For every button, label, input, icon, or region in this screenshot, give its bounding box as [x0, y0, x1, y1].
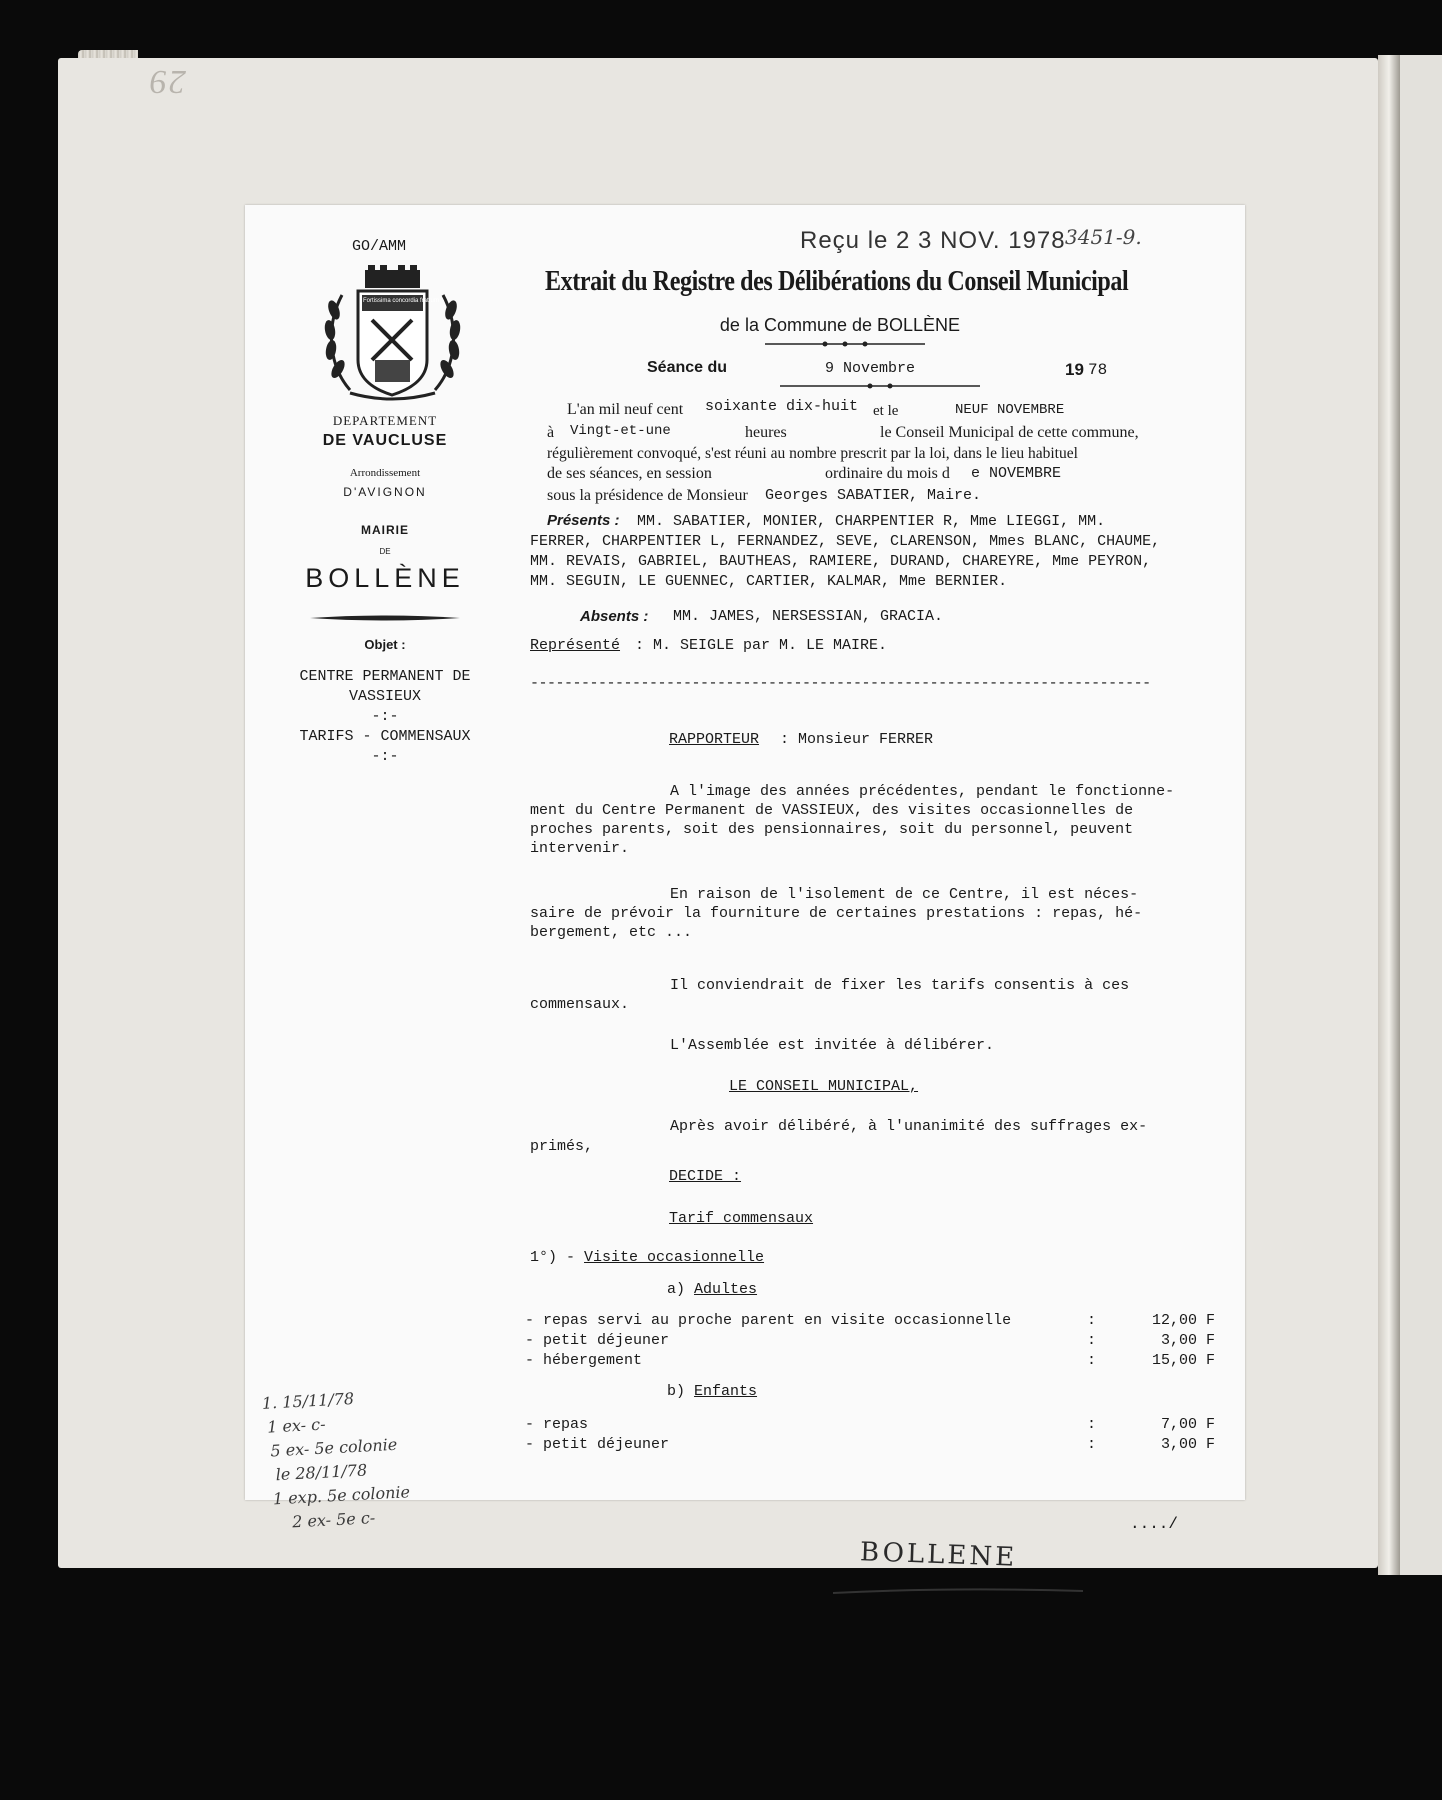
de-label: DE [379, 547, 391, 556]
book-gutter [1378, 55, 1400, 1575]
paragraph-line: A l'image des années précédentes, pendant le fonctionne- [670, 783, 1175, 800]
rapporteur-name: : Monsieur FERRER [780, 731, 934, 748]
tariff-price: 12,00 F [1151, 1312, 1215, 1329]
adults-table [525, 1311, 1215, 1371]
tariff-price: 3,00 F [1160, 1436, 1215, 1453]
intro-2a: à [547, 424, 555, 441]
objet-line: -:- [371, 708, 399, 725]
year-suffix: 78 [1088, 361, 1108, 379]
handwritten-line: 1. 15/11/78 [261, 1389, 355, 1413]
paragraph-line: commensaux. [530, 996, 630, 1013]
paragraph-3 [530, 976, 1129, 1014]
children-table [525, 1415, 1215, 1455]
arrondissement: D'AVIGNON [343, 485, 427, 499]
presents-line: FERRER, CHARPENTIER L, FERNANDEZ, SEVE, CLARENSON, Mmes BLANC, CHAUME, [530, 533, 1161, 550]
presents-line: MM. SABATIER, MONIER, CHARPENTIER R, Mme LIEGGI, MM. [637, 513, 1106, 530]
paragraph-line: intervenir. [530, 840, 630, 857]
represente-text: : M. SEIGLE par M. LE MAIRE. [635, 637, 888, 654]
presents-label: Présents : [547, 512, 620, 529]
tariff-label: - repas [525, 1416, 589, 1433]
intro-4c: e NOVEMBRE [971, 465, 1062, 482]
tariff-label: - hébergement [525, 1352, 643, 1369]
objet-line: VASSIEUX [348, 688, 421, 705]
deliberation-sheet [245, 205, 1245, 1573]
paragraph-4: L'Assemblée est invitée à délibérer. [670, 1037, 995, 1054]
handwritten-town: BOLLENE [859, 1537, 1018, 1573]
decide-heading: DECIDE : [669, 1168, 742, 1185]
handwritten-notes [261, 1384, 411, 1535]
title-divider [765, 341, 925, 347]
tariff-row [525, 1415, 1215, 1435]
seance-date: 9 Novembre [825, 360, 916, 377]
absents-label: Absents : [580, 608, 649, 625]
rapporteur-label: RAPPORTEUR [669, 731, 760, 748]
town-name: BOLLÈNE [305, 563, 465, 593]
intro-1d: NEUF NOVEMBRE [955, 402, 1065, 418]
tariff-colon: : [1087, 1416, 1097, 1433]
facing-page [1400, 55, 1442, 1575]
tariff-label: - petit déjeuner [525, 1436, 670, 1453]
paragraph-line: primés, [530, 1138, 594, 1155]
tariff-row [525, 1435, 1215, 1455]
intro-2d: le Conseil Municipal de cette commune, [880, 424, 1139, 441]
seance-label: Séance du [647, 359, 728, 376]
paragraph-line: Après avoir délibéré, à l'unanimité des suffrages ex- [670, 1118, 1148, 1135]
intro-4a: de ses séances, en session [547, 465, 712, 482]
objet-line: TARIFS - COMMENSAUX [299, 728, 471, 745]
paragraph-line: Il conviendrait de fixer les tarifs consentis à ces [670, 977, 1130, 994]
intro-4b: ordinaire du mois d [825, 465, 950, 482]
mairie-label: MAIRIE [361, 523, 409, 537]
paragraph-1 [530, 782, 1174, 858]
tariff-row [525, 1331, 1215, 1351]
tariff-price: 7,00 F [1160, 1416, 1215, 1433]
tariff-colon: : [1087, 1312, 1097, 1329]
paragraph-line: ment du Centre Permanent de VASSIEUX, des visites occasionnelles de [530, 802, 1134, 819]
date-divider [780, 383, 980, 389]
departement-label: DEPARTEMENT [332, 413, 438, 428]
intro-2b: Vingt-et-une [570, 423, 671, 439]
tariff-colon: : [1087, 1436, 1097, 1453]
section-title: Visite occasionnelle [584, 1249, 765, 1266]
handwritten-line: le 28/11/78 [275, 1460, 368, 1485]
conseil-heading: LE CONSEIL MUNICIPAL, [729, 1078, 919, 1095]
paragraph-line: En raison de l'isolement de ce Centre, il est néces- [670, 886, 1139, 903]
objet-line: CENTRE PERMANENT DE [299, 668, 471, 685]
handwritten-line: 1 exp. 5e colonie [272, 1482, 411, 1509]
tariff-price: 15,00 F [1151, 1352, 1215, 1369]
intro-1b: soixante dix-huit [705, 398, 859, 415]
objet-block [260, 667, 510, 767]
intro-3: régulièrement convoqué, s'est réuni au nombre prescrit par la loi, dans le lieu habituel [547, 445, 1078, 462]
section-number: 1°) - [530, 1249, 585, 1266]
intro-5a: sous la présidence de Monsieur [547, 487, 748, 504]
intro-2c: heures [745, 424, 787, 441]
tariff-label: - petit déjeuner [525, 1332, 670, 1349]
year-prefix: 19 [1065, 360, 1084, 379]
reference-code: GO/AMM [352, 238, 407, 255]
tariff-row [525, 1311, 1215, 1331]
adults-prefix: a) [667, 1281, 695, 1298]
tariff-colon: : [1087, 1332, 1097, 1349]
intro-1c: et le [873, 403, 899, 419]
handwritten-line: 2 ex- 5e c- [291, 1508, 376, 1532]
presents-line: MM. REVAIS, GABRIEL, BAUTHEAS, RAMIERE, DURAND, CHAREYRE, Mme PEYRON, [530, 553, 1152, 570]
handwritten-line: 1 ex- c- [266, 1414, 326, 1437]
separator-line: ------------------------------------------------------------------------- [530, 675, 1151, 692]
arrondissement-label: Arrondissement [349, 467, 421, 479]
tariff-colon: : [1087, 1352, 1097, 1369]
intro-1a: L'an mil neuf cent [567, 401, 684, 418]
children-label: Enfants [694, 1383, 758, 1400]
ornament-divider [310, 613, 460, 623]
paragraph-line: saire de prévoir la fourniture de certaines prestations : repas, hé- [530, 905, 1143, 922]
paragraph-line: bergement, etc ... [530, 924, 693, 941]
page-number: 29 [148, 63, 186, 100]
objet-label: Objet : [364, 637, 406, 652]
handwritten-line: 5 ex- 5e colonie [269, 1434, 398, 1461]
children-heading [667, 1383, 757, 1400]
handwritten-number: 3451-9. [1065, 225, 1142, 249]
document-subtitle: de la Commune de BOLLÈNE [719, 315, 961, 335]
handwritten-underline [833, 1585, 1083, 1597]
paragraph-5 [530, 1117, 1147, 1157]
presents-line: MM. SEGUIN, LE GUENNEC, CARTIER, KALMAR, Mme BERNIER. [530, 573, 1008, 590]
paragraph-line: proches parents, soit des pensionnaires, soit du personnel, peuvent [530, 821, 1134, 838]
absents-list: MM. JAMES, NERSESSIAN, GRACIA. [673, 608, 944, 625]
coat-of-arms-motto: Fortissima concordia fratrum [363, 298, 440, 304]
tarif-heading: Tarif commensaux [669, 1210, 814, 1227]
received-stamp: Reçu le 2 3 NOV. 1978 [800, 227, 1066, 254]
document-title: Extrait du Registre des Délibérations du Conseil Municipal [545, 265, 1129, 297]
paragraph-2 [530, 885, 1142, 942]
intro-5b: Georges SABATIER, Maire. [765, 487, 982, 504]
coat-of-arms-icon [320, 265, 465, 405]
departement: DE VAUCLUSE [322, 432, 448, 449]
section-1-heading [530, 1249, 764, 1266]
tariff-row [525, 1351, 1215, 1371]
represente-label: Représenté [530, 637, 621, 654]
children-prefix: b) [667, 1383, 695, 1400]
tariff-label: - repas servi au proche parent en visite occasionnelle [525, 1312, 1012, 1329]
tariff-price: 3,00 F [1160, 1332, 1215, 1349]
adults-label: Adultes [694, 1281, 758, 1298]
continued-marker: ..../ [1130, 1515, 1179, 1533]
objet-line: -:- [371, 748, 399, 765]
adults-heading [667, 1281, 757, 1298]
